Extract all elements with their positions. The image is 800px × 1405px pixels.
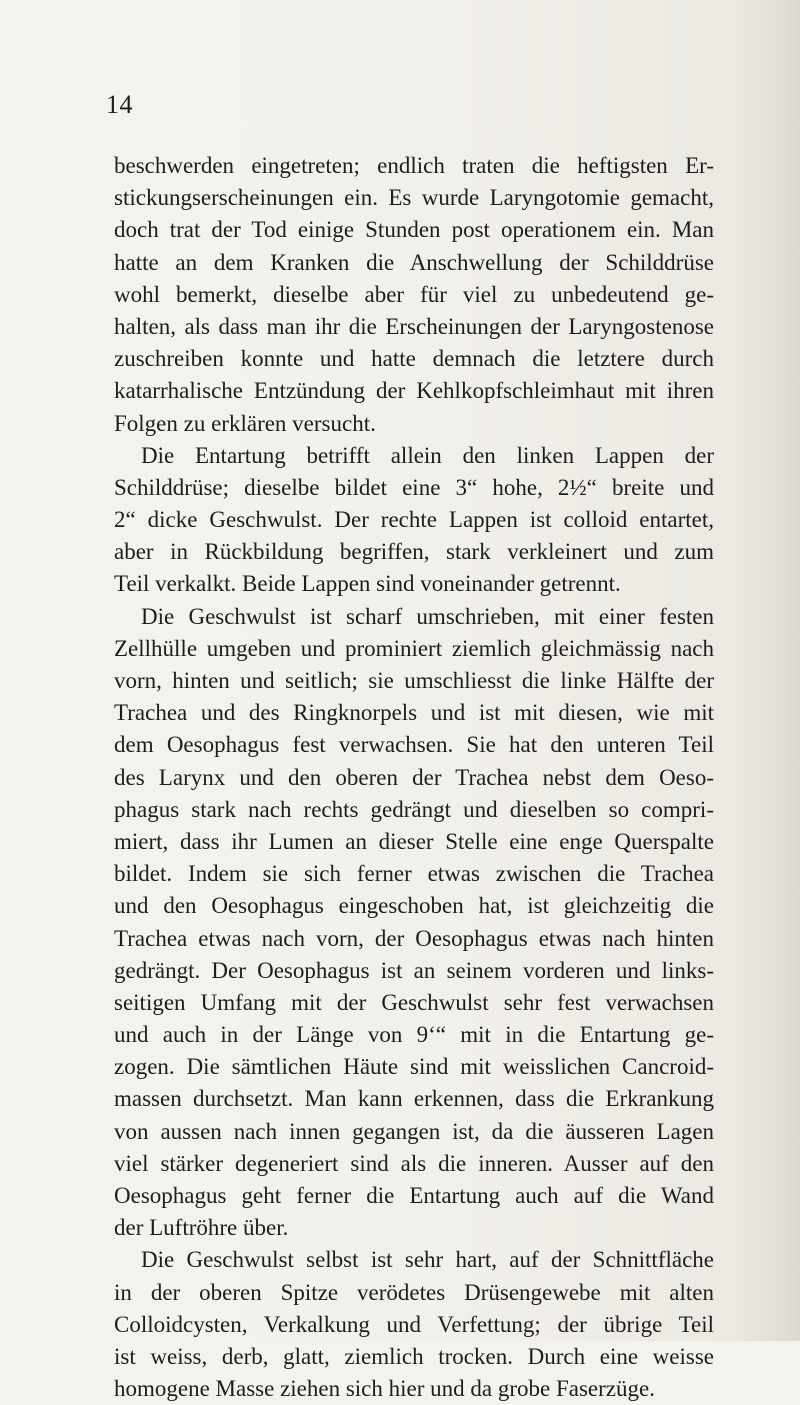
text-line: wohl bemerkt, dieselbe aber für viel zu unbedeutend ge- (114, 281, 714, 307)
text-line: phagus stark nach rechts gedrängt und dieselben so compri- (114, 796, 714, 822)
text-line: massen durchsetzt. Man kann erkennen, dass die Erkrankung (114, 1086, 714, 1112)
text-line: in der oberen Spitze verödetes Drüsengewebe mit alten (114, 1279, 714, 1305)
text-line: seitigen Umfang mit der Geschwulst sehr fest verwachsen (114, 989, 714, 1015)
text-line: gedrängt. Der Oesophagus ist an seinem vorderen und links- (114, 957, 714, 983)
text-line: halten, als dass man ihr die Erscheinungen der Laryngostenose (114, 313, 714, 339)
text-line: hatte an dem Kranken die Anschwellung der Schilddrüse (114, 249, 714, 275)
text-line: doch trat der Tod einige Stunden post operationem ein. Man (114, 217, 714, 243)
text-line: Teil verkalkt. Beide Lappen sind voneinander getrennt. (114, 571, 621, 597)
text-line: vorn, hinten und seitlich; sie umschliesst die linke Hälfte der (114, 668, 714, 693)
text-line: katarrhalische Entzündung der Kehlkopfschleimhaut mit ihren (114, 378, 714, 404)
text-line: Colloidcysten, Verkalkung und Verfettung; der übrige Teil (114, 1311, 714, 1337)
text-line: zogen. Die sämtlichen Häute sind mit weisslichen Cancroid- (114, 1054, 714, 1080)
text-line: Die Geschwulst selbst ist sehr hart, auf der Schnittfläche (141, 1247, 714, 1273)
paragraph-1 (114, 150, 714, 440)
text-line: stickungserscheinungen ein. Es wurde Laryngotomie gemacht, (114, 185, 714, 211)
text-line: und den Oesophagus eingeschoben hat, ist gleichzeitig die (114, 893, 714, 919)
body-text (114, 150, 714, 1405)
text-line: 2“ dicke Geschwulst. Der rechte Lappen ist colloid entartet, (114, 507, 714, 533)
text-line: der Luftröhre über. (114, 1215, 289, 1241)
text-line: von aussen nach innen gegangen ist, da die äusseren Lagen (114, 1118, 714, 1144)
text-line: Die Entartung betrifft allein den linken Lappen der (141, 442, 714, 468)
text-line: miert, dass ihr Lumen an dieser Stelle eine enge Querspalte (114, 828, 714, 854)
text-line: zuschreiben konnte und hatte demnach die letztere durch (114, 346, 714, 372)
text-line: homogene Masse ziehen sich hier und da grobe Faserzüge. (114, 1376, 655, 1402)
paragraph-2 (114, 440, 714, 601)
text-line: ist weiss, derb, glatt, ziemlich trocken. Durch eine weisse (114, 1343, 714, 1369)
text-line: bildet. Indem sie sich ferner etwas zwischen die Trachea (114, 861, 714, 887)
text-line: Trachea und des Ringknorpels und ist mit diesen, wie mit (114, 700, 714, 726)
paragraph-3 (114, 601, 714, 1245)
text-line: Folgen zu erklären versucht. (114, 410, 376, 436)
text-line: Schilddrüse; dieselbe bildet eine 3“ hohe, 2½“ breite und (114, 474, 714, 500)
text-line: dem Oesophagus fest verwachsen. Sie hat den unteren Teil (114, 732, 714, 758)
page-number: 14 (106, 90, 133, 119)
paragraph-4 (114, 1244, 714, 1405)
text-line: aber in Rückbildung begriffen, stark verkleinert und zum (114, 539, 714, 565)
text-line: des Larynx und den oberen der Trachea nebst dem Oeso- (114, 764, 714, 790)
text-line: und auch in der Länge von 9‘“ mit in die Entartung ge- (114, 1022, 714, 1048)
text-line: Die Geschwulst ist scharf umschrieben, mit einer festen (141, 603, 714, 629)
text-line: Oesophagus geht ferner die Entartung auch auf die Wand (114, 1183, 714, 1208)
text-line: viel stärker degeneriert sind als die inneren. Ausser auf den (114, 1150, 714, 1176)
text-line: beschwerden eingetreten; endlich traten die heftigsten Er- (114, 153, 714, 178)
text-line: Trachea etwas nach vorn, der Oesophagus etwas nach hinten (114, 925, 714, 951)
text-line: Zellhülle umgeben und prominiert ziemlich gleichmässig nach (114, 635, 714, 661)
